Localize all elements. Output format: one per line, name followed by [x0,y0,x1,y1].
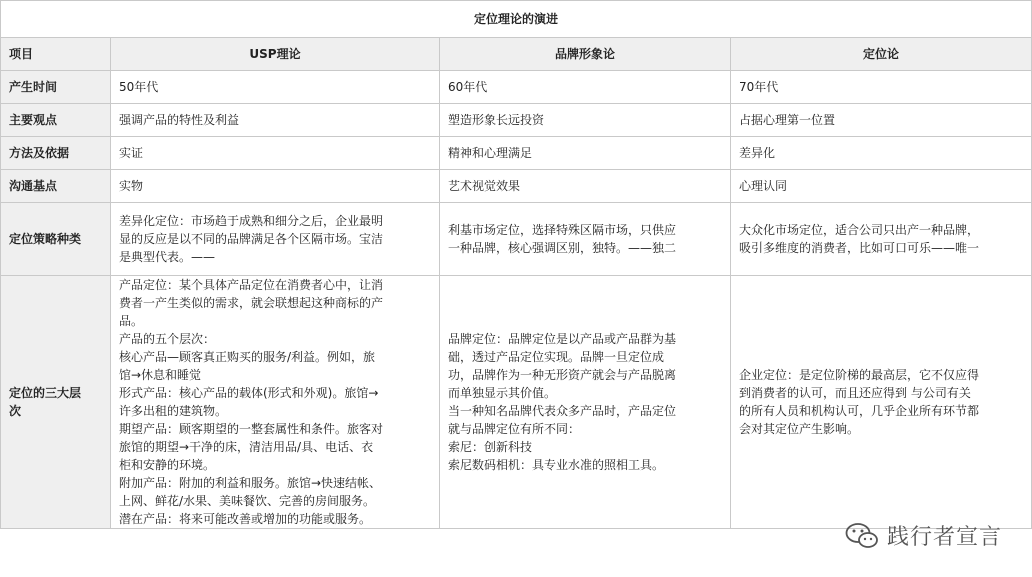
table-cell [111,276,440,529]
cell-line: 附加产品：附加的利益和服务。旅馆→快速结帐、 [119,476,382,490]
header-brand-image: 品牌形象论 [440,38,731,71]
table-cell: 实证 [111,137,440,170]
header-positioning: 定位论 [731,38,1032,71]
table-cell [440,203,731,276]
cell-line: 上网、鲜花/水果、美味餐饮、完善的房间服务。 [119,494,376,508]
table-row [1,276,1032,529]
table-cell: 强调产品的特性及利益 [111,104,440,137]
cell-line: 索尼数码相机：具专业水准的照相工具。 [448,458,665,472]
table-row [1,137,1032,170]
cell-line: 形式产品：核心产品的载体(形式和外观)。旅馆→ [119,386,379,400]
watermark-text: 践行者宣言 [886,525,1002,550]
table-cell [440,276,731,529]
cell-line: 索尼：创新科技 [448,440,533,454]
header-row [1,38,1032,71]
cell-line: 潜在产品：将来可能改善或增加的功能或服务。 [119,512,372,526]
cell-line: 柜和安静的环境。 [119,458,216,472]
table-cell: 70年代 [731,71,1032,104]
cell-line: 到消费者的认可，而且还应得到 与公司有关 [739,386,971,400]
wechat-icon [845,522,879,550]
table-cell: 心理认同 [731,170,1032,203]
cell-line: 的所有人员和机构认可，几乎企业所有环节都 [739,404,980,418]
header-item: 项目 [1,38,111,71]
cell-line: 定位的三大层 [9,386,82,400]
table-cell [731,203,1032,276]
cell-line: 是典型代表。—— [119,250,216,264]
cell-line: 功，品牌作为一种无形资产就会与产品脱离 [448,368,677,382]
cell-line: 企业定位：是定位阶梯的最高层，它不仅应得 [739,368,980,382]
cell-line: 础，透过产品定位实现。品牌一旦定位成 [448,350,665,364]
row-label: 主要观点 [1,104,111,137]
cell-line: 费者一产生类似的需求，就会联想起这种商标的产 [119,296,384,310]
cell-line: 差异化定位：市场趋于成熟和细分之后，企业最明 [119,214,384,228]
cell-line: 馆→休息和睡觉 [119,368,202,382]
cell-line: 期望产品：顾客期望的一整套属性和条件。旅客对 [119,422,384,436]
row-label: 定位策略种类 [1,203,111,276]
watermark [845,520,1002,551]
cell-line: 许多出租的建筑物。 [119,404,228,418]
row-label: 方法及依据 [1,137,111,170]
cell-line: 而单独显示其价值。 [448,386,557,400]
cell-line: 当一种知名品牌代表众多产品时，产品定位 [448,404,677,418]
cell-line: 产品定位：某个具体产品定位在消费者心中，让消 [119,278,384,292]
cell-line: 就与品牌定位有所不同： [448,422,581,436]
cell-line: 次 [9,404,22,418]
table-title: 定位理论的演进 [1,1,1032,38]
table-cell: 精神和心理满足 [440,137,731,170]
table-cell: 占据心理第一位置 [731,104,1032,137]
table-cell: 50年代 [111,71,440,104]
table-cell [731,276,1032,529]
table-cell: 艺术视觉效果 [440,170,731,203]
table-row [1,170,1032,203]
table-row [1,104,1032,137]
cell-line: 大众化市场定位，适合公司只出产一种品牌， [739,223,980,237]
cell-line: 吸引多维度的消费者，比如可口可乐——唯一 [739,241,980,255]
table-cell: 塑造形象长远投资 [440,104,731,137]
cell-line: 显的反应是以不同的品牌满足各个区隔市场。宝洁 [119,232,384,246]
cell-line: 利基市场定位，选择特殊区隔市场，只供应 [448,223,677,237]
cell-line: 旅馆的期望→干净的床，清洁用品/具、电话、衣 [119,440,374,454]
header-usp: USP理论 [111,38,440,71]
cell-line: 品牌定位：品牌定位是以产品或产品群为基 [448,332,677,346]
cell-line: 一种品牌，核心强调区别，独特。——独二 [448,241,677,255]
row-label: 产生时间 [1,71,111,104]
row-label: 沟通基点 [1,170,111,203]
cell-line: 产品的五个层次： [119,332,216,346]
table-cell: 差异化 [731,137,1032,170]
table-cell [111,203,440,276]
cell-line: 品。 [119,314,144,328]
row-label [1,276,111,529]
table-cell: 实物 [111,170,440,203]
cell-line: 会对其定位产生影响。 [739,422,860,436]
table-row [1,203,1032,276]
cell-line: 核心产品—顾客真正购买的服务/利益。例如，旅 [119,350,376,364]
table-row [1,71,1032,104]
table-cell: 60年代 [440,71,731,104]
